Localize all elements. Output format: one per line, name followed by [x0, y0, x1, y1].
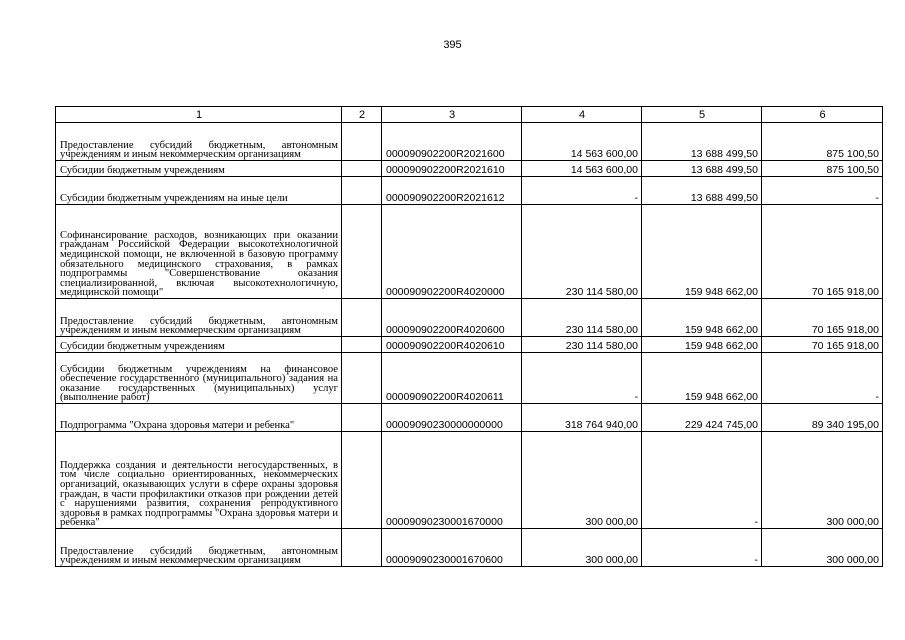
- row-col2: [342, 299, 382, 337]
- row-value-5: 159 948 662,00: [642, 299, 762, 337]
- row-code: 000090902200R4020000: [382, 205, 522, 299]
- row-value-5: 13 688 499,50: [642, 161, 762, 177]
- row-name: Субсидии бюджетным учреждениям: [56, 337, 342, 353]
- row-value-6: 70 165 918,00: [762, 205, 883, 299]
- row-name: Поддержка создания и деятельности негосударственных, в том числе социально ориентированных, некоммерческих организаций, оказывающих услуги в сфере охраны здоровья граждан, в части профилактики отказов при рождении детей с нарушениями развития, сохранения репродуктивного здоровья в рамках подпрограммы "Охрана здоровья матери и ребенка": [56, 432, 342, 529]
- row-col2: [342, 205, 382, 299]
- row-value-5: -: [642, 432, 762, 529]
- row-value-6: 300 000,00: [762, 529, 883, 567]
- column-header-3: 3: [382, 107, 522, 123]
- row-value-6: 70 165 918,00: [762, 337, 883, 353]
- row-value-4: 230 114 580,00: [522, 205, 642, 299]
- row-value-6: -: [762, 353, 883, 404]
- row-value-6: 89 340 195,00: [762, 404, 883, 432]
- column-header-2: 2: [342, 107, 382, 123]
- row-col2: [342, 161, 382, 177]
- row-value-4: -: [522, 353, 642, 404]
- row-code: 000090902200R2021612: [382, 177, 522, 205]
- table-row: [56, 205, 883, 299]
- row-name: Подпрограмма "Охрана здоровья матери и ребенка": [56, 404, 342, 432]
- row-code: 000090902200R4020611: [382, 353, 522, 404]
- column-header-1: 1: [56, 107, 342, 123]
- row-value-5: 229 424 745,00: [642, 404, 762, 432]
- table-row: [56, 299, 883, 337]
- row-value-4: 14 563 600,00: [522, 123, 642, 161]
- column-header-6: 6: [762, 107, 883, 123]
- row-value-6: 300 000,00: [762, 432, 883, 529]
- row-code: 00009090230001670000: [382, 432, 522, 529]
- row-value-6: -: [762, 177, 883, 205]
- row-name: Субсидии бюджетным учреждениям на финансовое обеспечение государственного (муниципального) задания на оказание государственных (муниципальных) услуг (выполнение работ): [56, 353, 342, 404]
- column-header-4: 4: [522, 107, 642, 123]
- row-value-4: 14 563 600,00: [522, 161, 642, 177]
- table-row: [56, 404, 883, 432]
- row-value-5: -: [642, 529, 762, 567]
- budget-table: [55, 106, 883, 567]
- row-name: Предоставление субсидий бюджетным, автономным учреждениям и иным некоммерческим организациям: [56, 529, 342, 567]
- row-col2: [342, 337, 382, 353]
- row-name: Предоставление субсидий бюджетным, автономным учреждениям и иным некоммерческим организациям: [56, 299, 342, 337]
- row-value-5: 13 688 499,50: [642, 123, 762, 161]
- row-code: 000090902200R4020610: [382, 337, 522, 353]
- row-col2: [342, 123, 382, 161]
- column-header-5: 5: [642, 107, 762, 123]
- row-value-4: 318 764 940,00: [522, 404, 642, 432]
- table-row: [56, 353, 883, 404]
- row-col2: [342, 353, 382, 404]
- row-name: Предоставление субсидий бюджетным, автономным учреждениям и иным некоммерческим организациям: [56, 123, 342, 161]
- row-value-4: 300 000,00: [522, 529, 642, 567]
- row-value-4: 230 114 580,00: [522, 299, 642, 337]
- row-value-4: 230 114 580,00: [522, 337, 642, 353]
- table-row: [56, 529, 883, 567]
- row-value-4: 300 000,00: [522, 432, 642, 529]
- table-row: [56, 123, 883, 161]
- row-name: Софинансирование расходов, возникающих при оказании гражданам Российской Федерации высокотехнологичной медицинской помощи, не включенной в базовую программу обязательного медицинского страхования, в рамках подпрограммы "Совершенствование оказания специализированной, включая высокотехнологичную, медицинской помощи": [56, 205, 342, 299]
- table-header-row: [56, 107, 883, 123]
- row-value-4: -: [522, 177, 642, 205]
- row-value-5: 159 948 662,00: [642, 205, 762, 299]
- row-value-5: 159 948 662,00: [642, 337, 762, 353]
- table-row: [56, 432, 883, 529]
- row-code: 00009090230000000000: [382, 404, 522, 432]
- row-value-6: 875 100,50: [762, 123, 883, 161]
- row-value-6: 70 165 918,00: [762, 299, 883, 337]
- row-col2: [342, 404, 382, 432]
- table-row: [56, 177, 883, 205]
- row-code: 000090902200R2021610: [382, 161, 522, 177]
- row-name: Субсидии бюджетным учреждениям на иные цели: [56, 177, 342, 205]
- row-col2: [342, 177, 382, 205]
- row-col2: [342, 529, 382, 567]
- row-col2: [342, 432, 382, 529]
- row-name: Субсидии бюджетным учреждениям: [56, 161, 342, 177]
- page-number: 395: [443, 39, 462, 51]
- row-value-5: 159 948 662,00: [642, 353, 762, 404]
- table-row: [56, 161, 883, 177]
- table-row: [56, 337, 883, 353]
- row-code: 00009090230001670600: [382, 529, 522, 567]
- row-code: 000090902200R2021600: [382, 123, 522, 161]
- row-code: 000090902200R4020600: [382, 299, 522, 337]
- row-value-6: 875 100,50: [762, 161, 883, 177]
- row-value-5: 13 688 499,50: [642, 177, 762, 205]
